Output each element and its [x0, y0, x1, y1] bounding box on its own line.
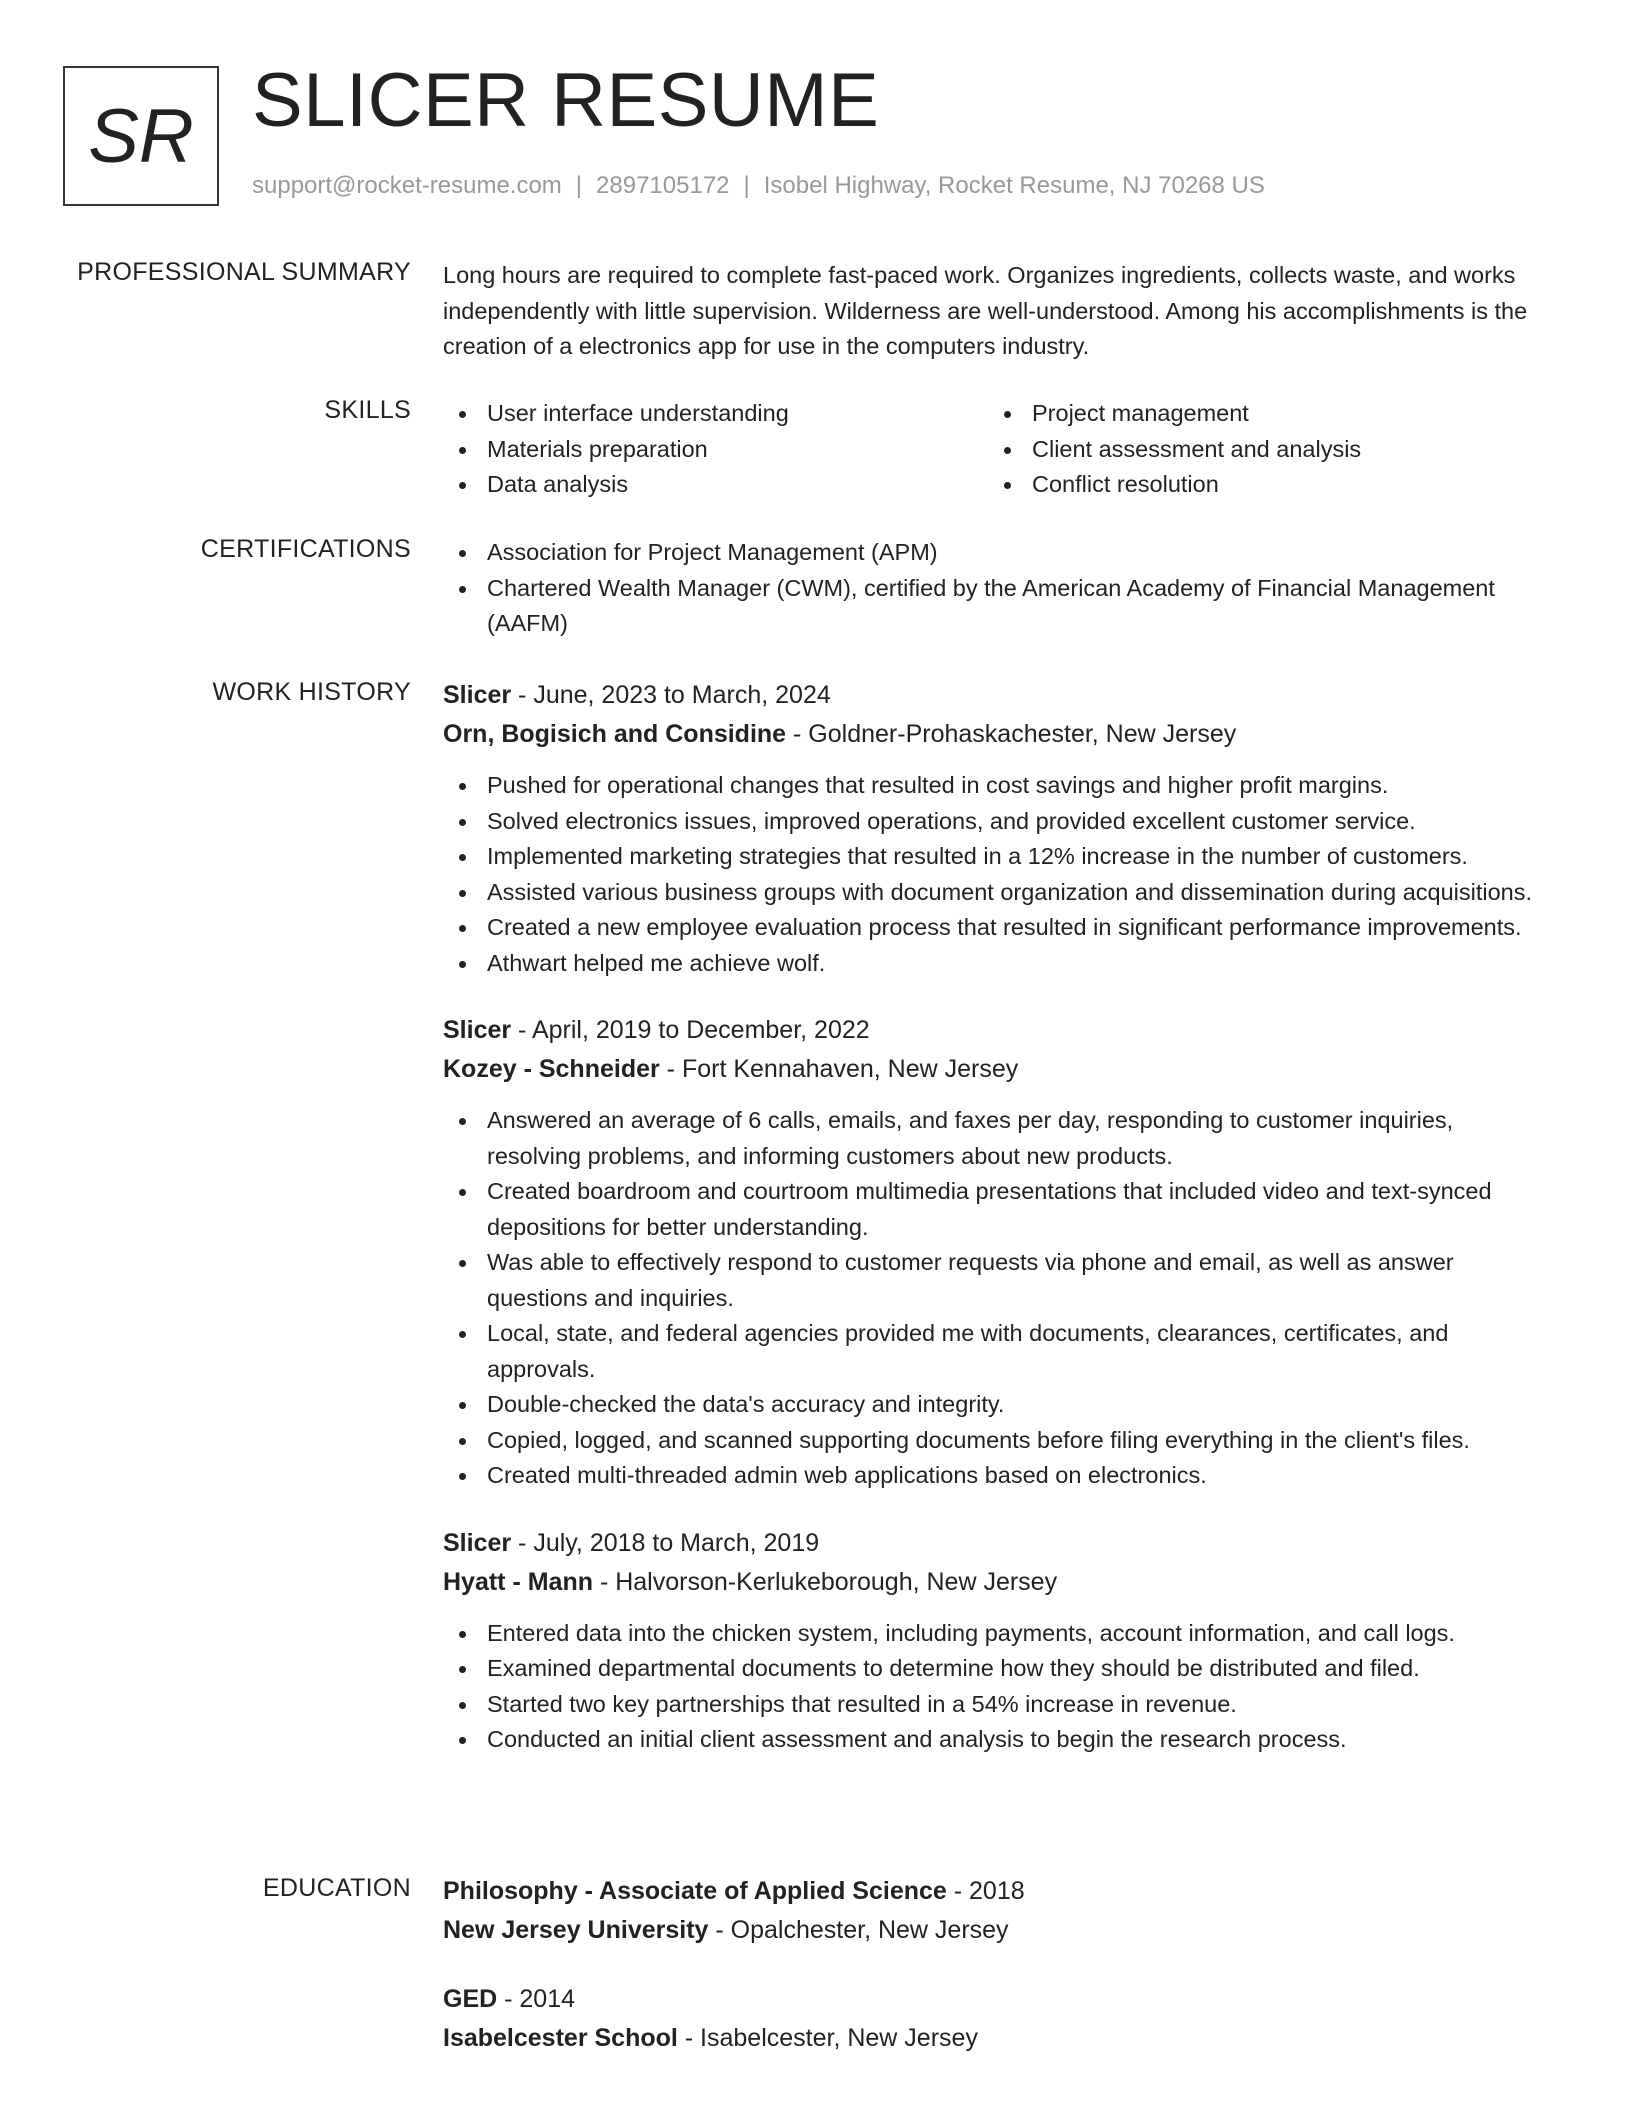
skills-list-right	[988, 396, 1533, 503]
summary-text: Long hours are required to complete fast-paced work. Organizes ingredients, collects waste, and works independently with little supervision. Wilderness are well-understood. Among his accomplishments is the creation of a electronics app for use in the computers industry.	[443, 262, 1528, 359]
job-dates: - July, 2018 to March, 2019	[511, 1528, 820, 1557]
job-employer-line	[443, 1563, 1553, 1602]
section-heading-education: EDUCATION	[262, 1874, 411, 1902]
job-entry	[443, 1524, 1553, 1758]
education-entry	[443, 1872, 1553, 1950]
job-location: - Fort Kennahaven, New Jersey	[659, 1055, 1019, 1083]
education-location: - Isabelcester, New Jersey	[677, 2024, 978, 2052]
job-title-line	[443, 676, 1553, 715]
job-entry	[443, 676, 1553, 981]
education-degree-line	[443, 1980, 1553, 2019]
job-bullet: Entered data into the chicken system, including payments, account information, and call logs.	[443, 1616, 1553, 1652]
job-bullet: Pushed for operational changes that resulted in cost savings and higher profit margins.	[443, 768, 1553, 804]
section-heading-work-history: WORK HISTORY	[212, 678, 411, 706]
skill-item: Conflict resolution	[988, 467, 1533, 503]
job-location: - Halvorson-Kerlukeborough, New Jersey	[593, 1567, 1058, 1596]
education-degree: GED	[443, 1985, 498, 2013]
job-employer-line	[443, 1050, 1553, 1089]
job-bullet: Created boardroom and courtroom multimedia presentations that included video and text-synced depositions for better understanding.	[443, 1174, 1553, 1245]
certification-item: Chartered Wealth Manager (CWM), certified by the American Academy of Financial Management (AAFM)	[443, 571, 1553, 642]
work-history-body	[443, 676, 1553, 1788]
job-title-line	[443, 1524, 1553, 1563]
education-year: - 2018	[946, 1877, 1025, 1905]
education-entry	[443, 1980, 1553, 2058]
certifications-list	[443, 535, 1553, 642]
job-bullets	[443, 1103, 1553, 1494]
job-bullets	[443, 1616, 1553, 1758]
education-school-line	[443, 2019, 1553, 2058]
education-degree: Philosophy - Associate of Applied Science	[443, 1877, 947, 1905]
job-location: - Goldner-Prohaskachester, New Jersey	[786, 720, 1237, 748]
job-bullet: Local, state, and federal agencies provided me with documents, clearances, certificates, and approvals.	[443, 1316, 1553, 1387]
job-entry	[443, 1011, 1553, 1494]
job-bullet: Started two key partnerships that resulted in a 54% increase in revenue.	[443, 1687, 1553, 1723]
job-bullet: Examined departmental documents to determine how they should be distributed and filed.	[443, 1651, 1553, 1687]
job-bullet: Solved electronics issues, improved operations, and provided excellent customer service.	[443, 804, 1553, 840]
job-bullet: Copied, logged, and scanned supporting documents before filing everything in the client's files.	[443, 1423, 1553, 1459]
job-employer-line	[443, 715, 1553, 754]
section-heading-certifications: CERTIFICATIONS	[200, 535, 411, 563]
contact-separator: |	[743, 172, 750, 199]
job-bullet: Implemented marketing strategies that resulted in a 12% increase in the number of customers.	[443, 839, 1553, 875]
job-bullet: Answered an average of 6 calls, emails, and faxes per day, responding to customer inquiries, resolving problems, and informing customers about new products.	[443, 1103, 1553, 1174]
job-dates: - June, 2023 to March, 2024	[511, 681, 831, 709]
job-title: Slicer	[443, 1016, 512, 1044]
section-heading-summary: PROFESSIONAL SUMMARY	[77, 258, 411, 286]
job-bullet: Double-checked the data's accuracy and integrity.	[443, 1387, 1553, 1423]
job-bullet: Created a new employee evaluation process that resulted in significant performance improvements.	[443, 910, 1553, 946]
education-school: New Jersey University	[443, 1916, 709, 1944]
education-school: Isabelcester School	[443, 2024, 678, 2052]
skill-item: Project management	[988, 396, 1533, 432]
section-heading-skills: SKILLS	[324, 396, 411, 424]
job-bullet: Athwart helped me achieve wolf.	[443, 946, 1553, 982]
resume-name: SLICER RESUME	[252, 58, 880, 143]
job-employer: Hyatt - Mann	[443, 1567, 593, 1596]
certification-item: Association for Project Management (APM)	[443, 535, 1553, 571]
skill-item: User interface understanding	[443, 396, 988, 432]
skill-item: Data analysis	[443, 467, 988, 503]
job-bullets	[443, 768, 1553, 981]
skills-list-left	[443, 396, 988, 503]
skills-grid	[443, 396, 1553, 503]
contact-phone: 2897105172	[596, 172, 730, 199]
job-bullet: Created multi-threaded admin web applications based on electronics.	[443, 1458, 1553, 1494]
job-bullet: Was able to effectively respond to customer requests via phone and email, as well as answer questions and inquiries.	[443, 1245, 1553, 1316]
education-year: - 2014	[497, 1985, 576, 2013]
job-dates: - April, 2019 to December, 2022	[511, 1016, 870, 1044]
job-title: Slicer	[443, 1528, 512, 1557]
contact-separator: |	[575, 172, 583, 199]
job-bullet: Conducted an initial client assessment and analysis to begin the research process.	[443, 1722, 1553, 1758]
skill-item: Client assessment and analysis	[988, 432, 1533, 468]
job-title-line	[443, 1011, 1553, 1050]
contact-address: Isobel Highway, Rocket Resume, NJ 70268 US	[763, 172, 1265, 199]
skill-item: Materials preparation	[443, 432, 988, 468]
education-degree-line	[443, 1872, 1553, 1911]
job-title: Slicer	[443, 681, 512, 709]
certifications-body	[443, 535, 1553, 642]
job-bullet: Assisted various business groups with document organization and dissemination during acquisitions.	[443, 875, 1553, 911]
education-school-line	[443, 1911, 1553, 1950]
contact-email: support@rocket-resume.com	[252, 172, 562, 199]
contact-line	[252, 172, 1265, 200]
education-body	[443, 1872, 1553, 2088]
job-employer: Kozey - Schneider	[443, 1055, 660, 1083]
job-employer: Orn, Bogisich and Considine	[443, 720, 787, 748]
monogram-logo: SR	[63, 66, 219, 206]
education-location: - Opalchester, New Jersey	[708, 1916, 1009, 1944]
